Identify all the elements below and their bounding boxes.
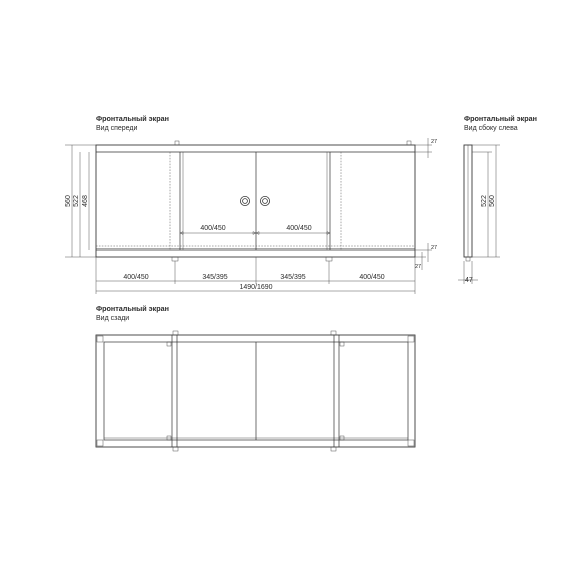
back-view-subtitle: Вид сзади: [96, 315, 130, 322]
back-post-left-cap-bottom: [173, 447, 178, 451]
back-corner-tl: [97, 336, 103, 342]
front-panel-outline: [96, 145, 415, 257]
dim-bottom-outer-left: 400/450: [123, 274, 149, 281]
front-top-clip-left: [175, 141, 179, 145]
front-view: [65, 114, 437, 294]
dim-rail-top: 27: [431, 139, 438, 145]
side-dim-height-total: 560: [489, 195, 496, 207]
back-corner-br: [408, 440, 414, 446]
back-panel-outline: [96, 335, 415, 447]
back-post-right-cap-top: [331, 331, 336, 335]
side-dim-height-inner: 522: [481, 195, 488, 207]
dim-height-total: 560: [65, 195, 72, 207]
back-post-right-cap-bottom: [331, 447, 336, 451]
back-post-left-cap-top: [173, 331, 178, 335]
side-view: [458, 114, 537, 284]
back-bracket-left-top: [167, 342, 171, 346]
front-foot-left: [172, 257, 178, 261]
side-dim-depth: 47: [465, 277, 473, 284]
back-corner-tr: [408, 336, 414, 342]
dim-rail-bottom: 27: [431, 245, 438, 251]
side-foot: [466, 257, 470, 261]
dim-bottom-inner-right: 345/395: [280, 274, 306, 281]
side-view-title: Фронтальный экран: [464, 114, 537, 123]
back-view-title: Фронтальный экран: [96, 304, 169, 313]
front-view-subtitle: Вид спереди: [96, 125, 138, 132]
back-corner-bl: [97, 440, 103, 446]
dim-rail-foot: 27: [415, 264, 422, 270]
back-view: [96, 304, 415, 451]
dim-door-width-left: 400/450: [200, 225, 226, 232]
front-top-clip-right: [407, 141, 411, 145]
back-bracket-right-top: [340, 342, 344, 346]
dim-height-door: 468: [82, 195, 89, 207]
dim-door-width-right: 400/450: [286, 225, 312, 232]
front-foot-right: [326, 257, 332, 261]
dim-overall-width: 1490/1690: [239, 284, 273, 291]
side-view-subtitle: Вид сбоку слева: [464, 125, 518, 132]
dim-bottom-outer-right: 400/450: [359, 274, 385, 281]
right-door-knob-inner: [263, 199, 268, 204]
dim-bottom-inner-left: 345/395: [202, 274, 228, 281]
front-view-title: Фронтальный экран: [96, 114, 169, 123]
left-door-knob-inner: [243, 199, 248, 204]
dim-height-inner: 522: [73, 195, 80, 207]
